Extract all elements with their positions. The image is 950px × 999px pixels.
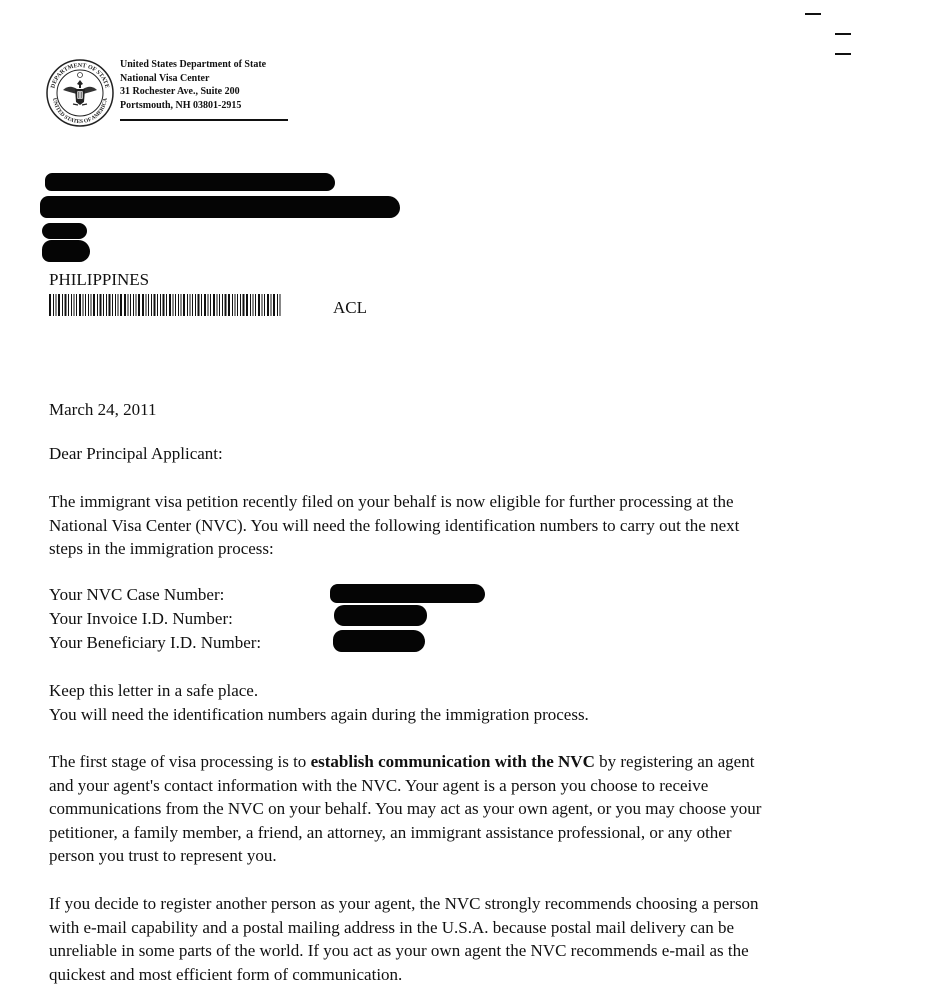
letterhead-rule [120, 119, 288, 121]
first-stage-line: petitioner, a family member, a friend, an attorney, an immigrant assistance professional, or any other [49, 822, 732, 842]
id-number-list [49, 583, 261, 655]
barcode-bar [235, 294, 236, 316]
barcode-bar [225, 294, 227, 316]
barcode-bar [83, 294, 84, 316]
great-seal-icon [45, 58, 115, 128]
barcode-bar [160, 294, 161, 316]
first-stage-line [49, 750, 761, 774]
barcode-bar [93, 294, 95, 316]
barcode-bar [151, 294, 152, 316]
barcode-bar [106, 294, 107, 316]
barcode-bar [157, 294, 158, 316]
intro-paragraph [49, 490, 739, 561]
register-line: quickest and most efficient form of communication. [49, 964, 403, 984]
barcode-bar [222, 294, 223, 316]
first-stage-paragraph [49, 750, 761, 868]
letter-date: March 24, 2011 [49, 400, 157, 419]
barcode-bar [243, 294, 245, 316]
barcode-bar [262, 294, 263, 316]
letterhead-line: United States Department of State [120, 59, 267, 70]
first-stage-line: person you trust to represent you. [49, 846, 277, 866]
barcode-bar [217, 294, 218, 316]
intro-line: National Visa Center (NVC). You will need the following identification numbers to carry out the next [49, 515, 740, 535]
barcode-bar [103, 294, 104, 316]
intro-line: steps in the immigration process: [49, 539, 274, 559]
barcode-bar [56, 294, 57, 316]
register-paragraph [49, 892, 759, 986]
keep-line: You will need the identification numbers again during the immigration process. [49, 704, 589, 724]
register-line: If you decide to register another person as your agent, the NVC strongly recommends choosing a person [49, 894, 759, 913]
barcode-bar [154, 294, 156, 316]
register-line: with e-mail capability and a postal mailing address in the U.S.A. because postal mail delivery can be [49, 917, 734, 937]
barcode-bar [124, 294, 126, 316]
barcode-bar [71, 294, 72, 316]
barcode-bar [192, 294, 193, 316]
barcode-bar [133, 294, 134, 316]
barcode-bar [173, 294, 174, 316]
barcode-bar [112, 294, 113, 316]
corner-mark [835, 53, 851, 55]
barcode-bar [91, 294, 92, 316]
barcode-bar [169, 294, 171, 316]
id-label-invoice-number: Your Invoice I.D. Number: [49, 609, 233, 628]
barcode-bar [68, 294, 69, 316]
barcode-bar [163, 294, 165, 316]
barcode-bar [264, 294, 265, 316]
barcode-bar [146, 294, 147, 316]
first-stage-line: and your agent's contact information with the NVC. Your agent is a person you choose to receive [49, 775, 709, 795]
recipient-country: PHILIPPINES [49, 270, 150, 289]
barcode-bar [115, 294, 116, 316]
first-stage-tail: by registering an agent [594, 752, 755, 771]
barcode-bar [79, 294, 81, 316]
redaction-bar [40, 196, 400, 218]
barcode-bar [85, 294, 86, 316]
barcode-bar [62, 294, 63, 316]
barcode-bar [88, 294, 89, 316]
barcode-bar [183, 294, 185, 316]
intro-line: The immigrant visa petition recently filed on your behalf is now eligible for further processing at the [49, 492, 734, 511]
barcode-bar [53, 294, 54, 316]
barcode-bar [213, 294, 215, 316]
recipient-code: ACL [333, 298, 367, 317]
barcode-bar [277, 294, 278, 316]
barcode-bar [195, 294, 196, 316]
keep-paragraph [49, 679, 589, 726]
redaction-bar [333, 630, 425, 652]
redaction-bar [42, 240, 90, 262]
corner-mark [835, 33, 851, 35]
barcode-bar [201, 294, 202, 316]
redaction-bar [45, 173, 335, 191]
keep-line: Keep this letter in a safe place. [49, 681, 259, 700]
barcode-bar [204, 294, 206, 316]
barcode-bar [148, 294, 149, 316]
barcode-bar [280, 294, 281, 316]
first-stage-line: communications from the NVC on your behalf. You may act as your own agent, or you may choose your [49, 799, 762, 819]
seal-text-top: DEPARTMENT OF STATE [50, 62, 110, 89]
first-stage-lead: The first stage of visa processing is to [49, 752, 311, 771]
postal-barcode [49, 294, 283, 316]
seal-text-bottom: UNITED STATES OF AMERICA [51, 97, 109, 126]
barcode-bar [58, 294, 60, 316]
register-line: unreliable in some parts of the world. If you act as your own agent the NVC recommends e-mail as the [49, 941, 749, 961]
first-stage-emphasis: establish communication with the NVC [310, 752, 595, 771]
barcode-bar [190, 294, 191, 316]
barcode-bar [208, 294, 209, 316]
barcode-bar [232, 294, 233, 316]
barcode-bar [198, 294, 200, 316]
barcode-bar [210, 294, 211, 316]
redaction-bar [334, 605, 427, 626]
redaction-bar [42, 223, 87, 239]
barcode-bar [128, 294, 129, 316]
barcode-bar [109, 294, 111, 316]
id-label-case-number: Your NVC Case Number: [49, 585, 225, 604]
barcode-bar [237, 294, 238, 316]
barcode-bar [181, 294, 182, 316]
barcode-bar [267, 294, 269, 316]
redaction-bar [330, 584, 485, 603]
barcode-bar [130, 294, 131, 316]
barcode-bar [240, 294, 241, 316]
letterhead-address [120, 58, 266, 112]
barcode-bar [97, 294, 98, 316]
barcode-bar [142, 294, 144, 316]
barcode-bar [136, 294, 137, 316]
barcode-bar [255, 294, 256, 316]
barcode-bar [178, 294, 179, 316]
barcode-bar [49, 294, 51, 316]
barcode-bar [258, 294, 260, 316]
barcode-bar [250, 294, 251, 316]
barcode-bar [228, 294, 230, 316]
barcode-bar [76, 294, 77, 316]
barcode-bar [246, 294, 248, 316]
barcode-bar [118, 294, 119, 316]
barcode-bar [175, 294, 176, 316]
barcode-bar [219, 294, 220, 316]
corner-mark [805, 13, 821, 15]
barcode-bar [120, 294, 122, 316]
barcode-bar [273, 294, 275, 316]
letterhead-line: Portsmouth, NH 03801-2915 [120, 99, 242, 111]
barcode-bar [253, 294, 254, 316]
salutation: Dear Principal Applicant: [49, 444, 223, 463]
barcode-bar [271, 294, 272, 316]
letterhead-line: National Visa Center [120, 72, 210, 84]
barcode-bar [65, 294, 67, 316]
id-label-beneficiary-number: Your Beneficiary I.D. Number: [49, 633, 262, 652]
barcode-bar [166, 294, 167, 316]
barcode-bar [138, 294, 140, 316]
barcode-bar [100, 294, 102, 316]
barcode-bar [187, 294, 188, 316]
barcode-bar [74, 294, 75, 316]
letterhead-line: 31 Rochester Ave., Suite 200 [120, 86, 240, 97]
